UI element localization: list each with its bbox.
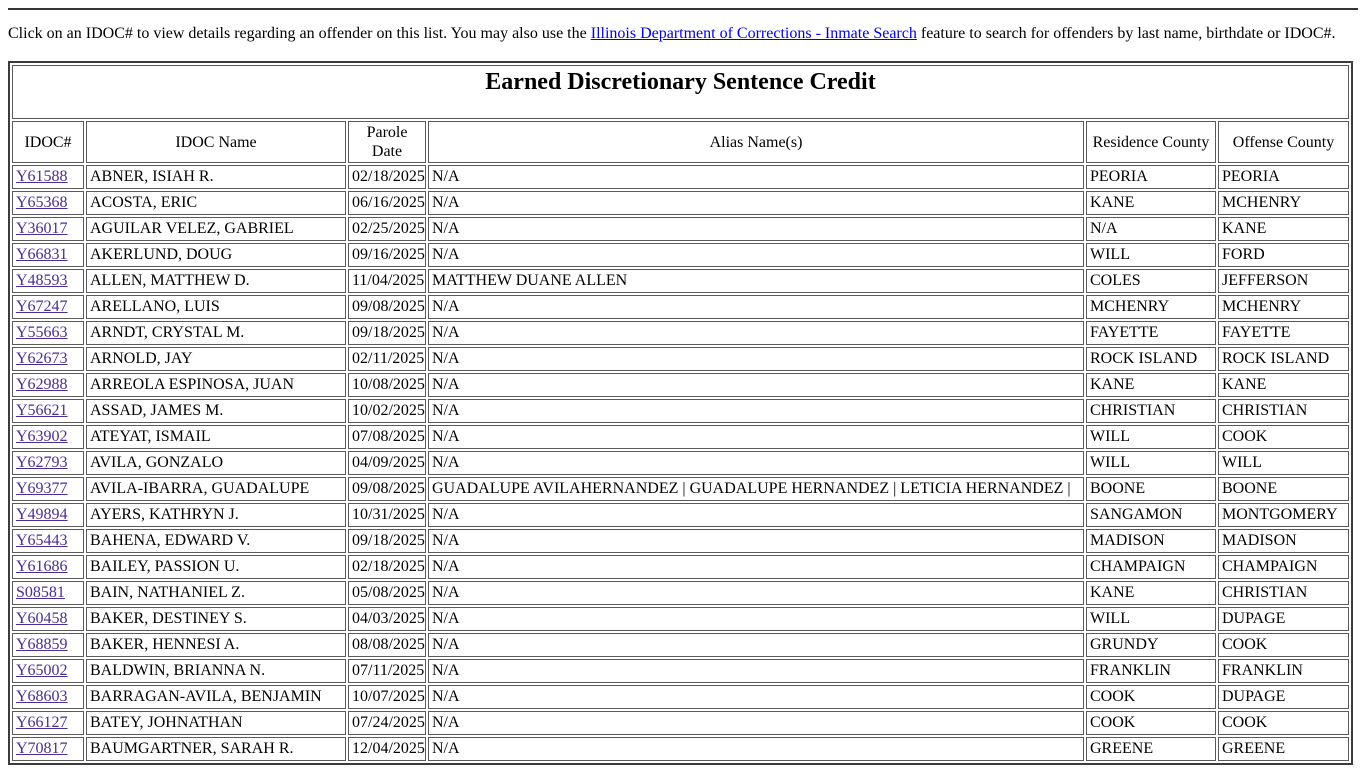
idoc-name-cell: AVILA-IBARRA, GUADALUPE <box>86 477 346 501</box>
idoc-cell <box>12 711 84 735</box>
alias-cell: N/A <box>428 685 1084 709</box>
idoc-cell <box>12 295 84 319</box>
idoc-cell <box>12 373 84 397</box>
alias-cell: N/A <box>428 295 1084 319</box>
idoc-cell <box>12 737 84 761</box>
idoc-cell <box>12 269 84 293</box>
idoc-name-cell: AKERLUND, DOUG <box>86 243 346 267</box>
idoc-name-cell: BARRAGAN-AVILA, BENJAMIN <box>86 685 346 709</box>
offense-county-cell: DUPAGE <box>1218 685 1349 709</box>
residence-county-cell: KANE <box>1086 581 1216 605</box>
parole-date-cell: 05/08/2025 <box>348 581 426 605</box>
residence-county-cell: BOONE <box>1086 477 1216 501</box>
parole-date-cell: 08/08/2025 <box>348 633 426 657</box>
offense-county-cell: KANE <box>1218 217 1349 241</box>
offense-county-cell: ROCK ISLAND <box>1218 347 1349 371</box>
alias-cell: N/A <box>428 191 1084 215</box>
offense-county-cell: BOONE <box>1218 477 1349 501</box>
residence-county-cell: CHRISTIAN <box>1086 399 1216 423</box>
idoc-link[interactable]: Y61686 <box>16 558 68 575</box>
column-header-residence-county: Residence County <box>1086 121 1216 163</box>
alias-cell: N/A <box>428 633 1084 657</box>
residence-county-cell: COOK <box>1086 711 1216 735</box>
column-header-alias: Alias Name(s) <box>428 121 1084 163</box>
alias-cell: N/A <box>428 243 1084 267</box>
table-row <box>12 165 1349 189</box>
offense-county-cell: KANE <box>1218 373 1349 397</box>
parole-date-cell: 12/04/2025 <box>348 737 426 761</box>
idoc-cell <box>12 399 84 423</box>
parole-date-cell: 04/03/2025 <box>348 607 426 631</box>
parole-date-cell: 09/18/2025 <box>348 529 426 553</box>
offense-county-cell: DUPAGE <box>1218 607 1349 631</box>
alias-cell: N/A <box>428 451 1084 475</box>
idoc-cell <box>12 685 84 709</box>
residence-county-cell: WILL <box>1086 451 1216 475</box>
table-body <box>12 65 1349 761</box>
idoc-link[interactable]: Y62988 <box>16 376 68 393</box>
residence-county-cell: GREENE <box>1086 737 1216 761</box>
table-row <box>12 347 1349 371</box>
alias-cell: N/A <box>428 165 1084 189</box>
residence-county-cell: KANE <box>1086 191 1216 215</box>
idoc-cell <box>12 477 84 501</box>
table-title: Earned Discretionary Sentence Credit <box>485 69 876 95</box>
table-row <box>12 191 1349 215</box>
alias-cell: N/A <box>428 711 1084 735</box>
parole-date-cell: 10/02/2025 <box>348 399 426 423</box>
idoc-name-cell: BAHENA, EDWARD V. <box>86 529 346 553</box>
idoc-name-cell: BAKER, DESTINEY S. <box>86 607 346 631</box>
residence-county-cell: GRUNDY <box>1086 633 1216 657</box>
table-row <box>12 685 1349 709</box>
offense-county-cell: MCHENRY <box>1218 191 1349 215</box>
table-row <box>12 373 1349 397</box>
residence-county-cell: ROCK ISLAND <box>1086 347 1216 371</box>
table-row <box>12 321 1349 345</box>
idoc-cell <box>12 451 84 475</box>
residence-county-cell: KANE <box>1086 373 1216 397</box>
table-row <box>12 529 1349 553</box>
alias-cell: N/A <box>428 659 1084 683</box>
idoc-link[interactable]: Y48593 <box>16 272 68 289</box>
residence-county-cell: PEORIA <box>1086 165 1216 189</box>
column-header-parole-date: Parole Date <box>348 121 426 163</box>
parole-date-cell: 07/08/2025 <box>348 425 426 449</box>
residence-county-cell: FAYETTE <box>1086 321 1216 345</box>
residence-county-cell: MCHENRY <box>1086 295 1216 319</box>
idoc-cell <box>12 425 84 449</box>
parole-date-cell: 11/04/2025 <box>348 269 426 293</box>
idoc-name-cell: BAILEY, PASSION U. <box>86 555 346 579</box>
parole-date-cell: 04/09/2025 <box>348 451 426 475</box>
idoc-name-cell: ACOSTA, ERIC <box>86 191 346 215</box>
column-header-idoc-name: IDOC Name <box>86 121 346 163</box>
table-row <box>12 451 1349 475</box>
table-row <box>12 217 1349 241</box>
offense-county-cell: FORD <box>1218 243 1349 267</box>
residence-county-cell: COLES <box>1086 269 1216 293</box>
parole-date-cell: 02/11/2025 <box>348 347 426 371</box>
idoc-name-cell: ATEYAT, ISMAIL <box>86 425 346 449</box>
idoc-cell <box>12 243 84 267</box>
idoc-name-cell: BATEY, JOHNATHAN <box>86 711 346 735</box>
column-header-idoc: IDOC# <box>12 121 84 163</box>
parole-date-cell: 09/16/2025 <box>348 243 426 267</box>
offense-county-cell: GREENE <box>1218 737 1349 761</box>
idoc-name-cell: ALLEN, MATTHEW D. <box>86 269 346 293</box>
offense-county-cell: MONTGOMERY <box>1218 503 1349 527</box>
idoc-cell <box>12 633 84 657</box>
parole-date-cell: 09/08/2025 <box>348 477 426 501</box>
idoc-cell <box>12 347 84 371</box>
idoc-name-cell: AVILA, GONZALO <box>86 451 346 475</box>
table-row <box>12 555 1349 579</box>
idoc-cell <box>12 659 84 683</box>
alias-cell: N/A <box>428 607 1084 631</box>
alias-cell: N/A <box>428 555 1084 579</box>
alias-cell: MATTHEW DUANE ALLEN <box>428 269 1084 293</box>
offense-county-cell: COOK <box>1218 711 1349 735</box>
offense-county-cell: COOK <box>1218 633 1349 657</box>
idoc-link[interactable]: Y66127 <box>16 714 68 731</box>
parole-date-cell: 09/08/2025 <box>348 295 426 319</box>
intro-text-before: Click on an IDOC# to view details regarding an offender on this list. You may also use the <box>8 25 591 42</box>
parole-date-cell: 02/18/2025 <box>348 555 426 579</box>
top-divider <box>8 8 1358 10</box>
table-row <box>12 399 1349 423</box>
residence-county-cell: MADISON <box>1086 529 1216 553</box>
table-header-row <box>12 121 1349 163</box>
idoc-cell <box>12 165 84 189</box>
residence-county-cell: WILL <box>1086 607 1216 631</box>
idoc-link[interactable]: Y67247 <box>16 298 68 315</box>
residence-county-cell: WILL <box>1086 243 1216 267</box>
parole-date-cell: 10/31/2025 <box>348 503 426 527</box>
idoc-name-cell: AGUILAR VELEZ, GABRIEL <box>86 217 346 241</box>
table-row <box>12 503 1349 527</box>
table-row <box>12 633 1349 657</box>
offense-county-cell: PEORIA <box>1218 165 1349 189</box>
offense-county-cell: MADISON <box>1218 529 1349 553</box>
idoc-link[interactable]: Y60458 <box>16 610 68 627</box>
table-row <box>12 425 1349 449</box>
residence-county-cell: FRANKLIN <box>1086 659 1216 683</box>
parole-date-cell: 07/24/2025 <box>348 711 426 735</box>
parole-date-cell: 02/25/2025 <box>348 217 426 241</box>
idoc-link[interactable]: Y70817 <box>16 740 68 757</box>
residence-county-cell: N/A <box>1086 217 1216 241</box>
parole-date-cell: 09/18/2025 <box>348 321 426 345</box>
parole-date-cell: 07/11/2025 <box>348 659 426 683</box>
idoc-name-cell: BAKER, HENNESI A. <box>86 633 346 657</box>
intro-paragraph <box>8 24 1358 43</box>
offense-county-cell: CHRISTIAN <box>1218 399 1349 423</box>
table-row <box>12 269 1349 293</box>
idoc-link[interactable]: S08581 <box>16 584 65 601</box>
alias-cell: N/A <box>428 503 1084 527</box>
alias-cell: N/A <box>428 737 1084 761</box>
residence-county-cell: WILL <box>1086 425 1216 449</box>
page <box>8 8 1358 765</box>
idoc-link[interactable]: Y65368 <box>16 194 68 211</box>
column-header-offense-county: Offense County <box>1218 121 1349 163</box>
offense-county-cell: FAYETTE <box>1218 321 1349 345</box>
alias-cell: N/A <box>428 373 1084 397</box>
table-row <box>12 659 1349 683</box>
parole-date-cell: 02/18/2025 <box>348 165 426 189</box>
intro-text-after: feature to search for offenders by last name, birthdate or IDOC#. <box>916 25 1336 42</box>
alias-cell: N/A <box>428 581 1084 605</box>
idoc-cell <box>12 555 84 579</box>
idoc-link[interactable]: Y36017 <box>16 220 68 237</box>
table-row <box>12 477 1349 501</box>
idoc-name-cell: ASSAD, JAMES M. <box>86 399 346 423</box>
idoc-link[interactable]: Y56621 <box>16 402 68 419</box>
idoc-name-cell: ABNER, ISIAH R. <box>86 165 346 189</box>
idoc-name-cell: BAUMGARTNER, SARAH R. <box>86 737 346 761</box>
idoc-link[interactable]: Y66831 <box>16 246 68 263</box>
idoc-name-cell: ARREOLA ESPINOSA, JUAN <box>86 373 346 397</box>
residence-county-cell: CHAMPAIGN <box>1086 555 1216 579</box>
idoc-link[interactable]: Y69377 <box>16 480 68 497</box>
idoc-cell <box>12 217 84 241</box>
idoc-name-cell: ARELLANO, LUIS <box>86 295 346 319</box>
idoc-name-cell: ARNDT, CRYSTAL M. <box>86 321 346 345</box>
idoc-link[interactable]: Y63902 <box>16 428 68 445</box>
idoc-link[interactable]: Y68859 <box>16 636 68 653</box>
residence-county-cell: COOK <box>1086 685 1216 709</box>
idoc-link[interactable]: Y65002 <box>16 662 68 679</box>
idoc-name-cell: BALDWIN, BRIANNA N. <box>86 659 346 683</box>
offense-county-cell: CHAMPAIGN <box>1218 555 1349 579</box>
offense-county-cell: JEFFERSON <box>1218 269 1349 293</box>
inmate-search-link[interactable]: Illinois Department of Corrections - Inmate Search <box>590 25 917 42</box>
idoc-name-cell: ARNOLD, JAY <box>86 347 346 371</box>
parole-date-cell: 10/07/2025 <box>348 685 426 709</box>
table-row <box>12 607 1349 631</box>
table-title-cell <box>12 65 1349 119</box>
table-row <box>12 295 1349 319</box>
alias-cell: N/A <box>428 217 1084 241</box>
idoc-link[interactable]: Y62793 <box>16 454 68 471</box>
alias-cell: N/A <box>428 425 1084 449</box>
sentence-credit-table <box>8 61 1353 765</box>
idoc-link[interactable]: Y62673 <box>16 350 68 367</box>
title-row <box>12 65 1349 119</box>
alias-cell: N/A <box>428 529 1084 553</box>
idoc-link[interactable]: Y68603 <box>16 688 68 705</box>
table-row <box>12 711 1349 735</box>
residence-county-cell: SANGAMON <box>1086 503 1216 527</box>
idoc-name-cell: AYERS, KATHRYN J. <box>86 503 346 527</box>
idoc-link[interactable]: Y55663 <box>16 324 68 341</box>
idoc-cell <box>12 503 84 527</box>
alias-cell: N/A <box>428 321 1084 345</box>
offense-county-cell: FRANKLIN <box>1218 659 1349 683</box>
idoc-link[interactable]: Y49894 <box>16 506 68 523</box>
offense-county-cell: COOK <box>1218 425 1349 449</box>
table-row <box>12 581 1349 605</box>
idoc-link[interactable]: Y65443 <box>16 532 68 549</box>
idoc-cell <box>12 191 84 215</box>
idoc-name-cell: BAIN, NATHANIEL Z. <box>86 581 346 605</box>
idoc-cell <box>12 529 84 553</box>
idoc-cell <box>12 581 84 605</box>
offense-county-cell: CHRISTIAN <box>1218 581 1349 605</box>
parole-date-cell: 10/08/2025 <box>348 373 426 397</box>
parole-date-cell: 06/16/2025 <box>348 191 426 215</box>
alias-cell: N/A <box>428 399 1084 423</box>
idoc-cell <box>12 607 84 631</box>
idoc-link[interactable]: Y61588 <box>16 168 68 185</box>
offense-county-cell: MCHENRY <box>1218 295 1349 319</box>
table-row <box>12 737 1349 761</box>
offense-county-cell: WILL <box>1218 451 1349 475</box>
idoc-cell <box>12 321 84 345</box>
alias-cell: GUADALUPE AVILAHERNANDEZ | GUADALUPE HERNANDEZ | LETICIA HERNANDEZ | <box>428 477 1084 501</box>
table-row <box>12 243 1349 267</box>
alias-cell: N/A <box>428 347 1084 371</box>
